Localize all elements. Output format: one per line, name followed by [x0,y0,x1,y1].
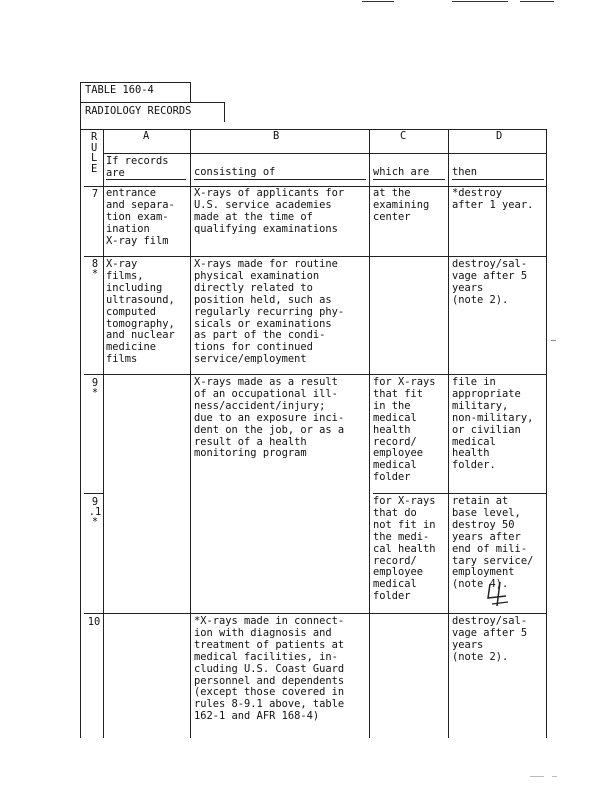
handwritten-note-number [484,580,514,610]
row-9-c: for X-rays that fit in the medical health record/ employee medical folder [373,376,436,484]
scan-speck [530,776,544,777]
col-heading-d: then [452,166,478,178]
col-line-b [369,129,370,738]
row-8-a: X-ray films, including ultrasound, computed tomography, and nuclear medicine films [106,258,175,366]
header-underline-b [194,179,366,180]
col-heading-c: which are [373,166,430,178]
row-9-b: X-rays made as a result of an occupational ill- ness/accident/injury; due to an exposure inci- dent on the job, or as a result of a health monitoring program [194,376,345,460]
label-box-right [190,82,191,102]
scan-mark [520,1,554,2]
header-underline-c [373,179,445,180]
col-letter-b: B [273,130,280,142]
title-box-right [224,102,225,122]
row-10-top [84,613,546,614]
col-heading-b: consisting of [194,166,276,178]
table-label: TABLE 160-4 [85,84,154,96]
scan-mark [362,1,394,2]
col-line-c [448,129,449,738]
rule-number-8: 8 * [91,258,99,280]
rule-number-10: 10 [87,616,101,628]
col-line-rule [103,129,104,738]
table-title: RADIOLOGY RECORDS [85,105,192,117]
scan-speck [552,776,557,777]
table-top [80,129,546,130]
row-8-d: destroy/sal- vage after 5 years (note 2). [452,258,528,306]
rule-number-7: 7 [91,188,99,200]
row-9-1-c: for X-rays that do not fit in the medi- cal health record/ employee medical folder [373,495,436,603]
col-line-left [80,82,81,738]
row-9-top [84,374,546,375]
header-underline-d [452,179,544,180]
row-8-top [84,256,546,257]
rule-header: R U L E [91,131,98,175]
scan-speck [551,340,556,341]
row-7-c: at the examining center [373,187,430,223]
row-9-d: file in appropriate military, non-military, or civilian medical health folder. [452,376,534,472]
rule-number-9: 9 * [91,377,99,399]
row-9-1-d: retain at base level, destroy 50 years after end of mili- tary service/ employment (note 4). [452,495,534,591]
col-letter-a: A [143,130,150,142]
scan-mark [452,1,508,2]
row-7-d: *destroy after 1 year. [452,187,534,211]
row-9-1-top-rule [84,493,103,494]
col-letter-d: D [496,130,503,142]
row-7-b: X-rays of applicants for U.S. service academies made at the time of qualifying examinations [194,187,345,235]
header-underline-a [106,179,186,180]
title-box-top [80,102,225,103]
row-7-a: entrance and separa- tion exam- ination X-ray film [106,187,175,247]
col-line-a [190,129,191,738]
row-9-1-top-c [373,493,546,494]
row-10-b: *X-rays made in connect- ion with diagnosis and treatment of patients at medical facilities, in- cluding U.S. Coast Guard personnel and dependents (except those covered in rules 8-9.1 above, table 162-1 and AFR 168-4) [194,615,345,723]
col-letter-c: C [400,130,407,142]
col-heading-a: If records are [106,155,169,179]
row-8-b: X-rays made for routine physical examination directly related to position held, such as regularly recurring phy- sicals or examinations as part of the condi- tions for continued service/employment [194,258,345,366]
row-10-d: destroy/sal- vage after 5 years (note 2). [452,615,528,663]
rule-number-9-1: 9 .1 * [88,496,102,528]
label-box-top [80,82,191,83]
letters-underline [103,153,546,154]
col-line-right [546,129,547,738]
